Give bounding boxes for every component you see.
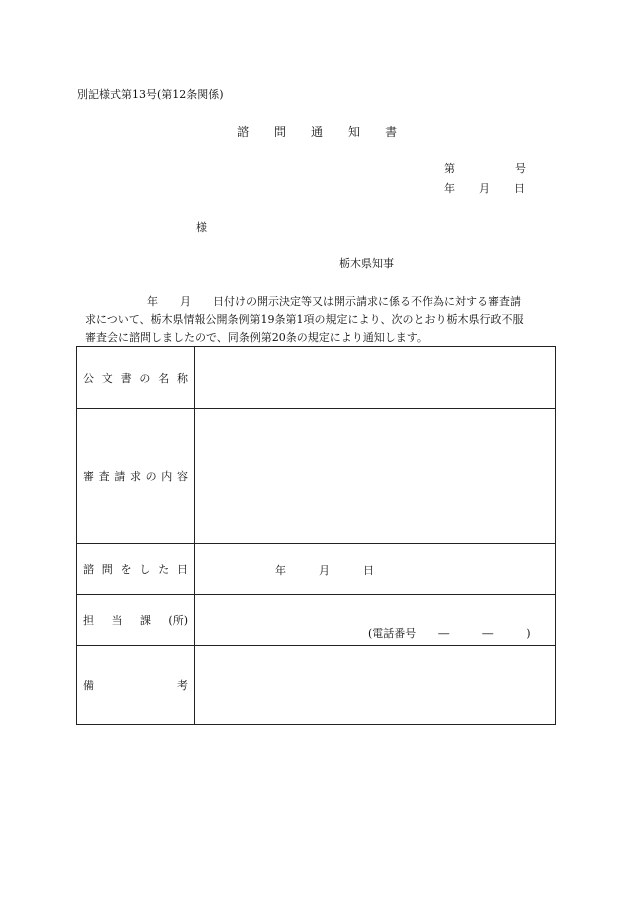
document-name-label: 公 文 書 の 名 称 [77, 347, 195, 409]
table-row [77, 646, 556, 725]
phone-number-field: (電話番号 ― ― ) [368, 627, 531, 640]
title-char: 知 [348, 125, 361, 139]
request-content-label: 審 査 請 求 の 内 容 [77, 409, 195, 544]
table-row [77, 347, 556, 409]
document-title [237, 123, 422, 140]
remarks-field[interactable] [195, 646, 556, 725]
document-number [444, 160, 526, 176]
title-char: 問 [274, 125, 287, 139]
title-char: 諮 [237, 125, 250, 139]
consultation-date-value: 年 月 日 [275, 564, 374, 577]
body-line: 年 月 日付けの開示決定等又は開示請求に係る不作為に対する審査請 [147, 295, 521, 308]
title-char: 書 [385, 125, 398, 139]
department-field[interactable] [195, 595, 556, 646]
number-prefix: 第 [444, 162, 455, 175]
department-label: 担 当 課 (所) [77, 595, 195, 646]
consultation-date-label: 諮 問 を し た 日 [77, 544, 195, 595]
form-number-label: 別記様式第13号(第12条関係) [77, 88, 224, 101]
notice-body [85, 293, 565, 347]
date-year: 年 [444, 182, 455, 195]
document-name-field[interactable] [195, 347, 556, 409]
body-line: 求について、栃木県情報公開条例第19条第1項の規定により、次のとおり栃木県行政不服 [85, 313, 524, 326]
addressee: 様 [196, 221, 207, 234]
issuer-name: 栃木県知事 [339, 257, 394, 270]
table-row [77, 544, 556, 595]
body-line: 審査会に諮問しましたので、同条例第20条の規定により通知します。 [85, 331, 428, 344]
remarks-label: 備 考 [77, 646, 195, 725]
consultation-date-field[interactable] [195, 544, 556, 595]
issue-date [444, 180, 525, 196]
number-suffix: 号 [515, 162, 526, 175]
table-row [77, 409, 556, 544]
date-day: 日 [514, 182, 525, 195]
notice-table [76, 346, 556, 725]
title-char: 通 [311, 125, 324, 139]
table-row [77, 595, 556, 646]
request-content-field[interactable] [195, 409, 556, 544]
date-month: 月 [479, 182, 490, 195]
